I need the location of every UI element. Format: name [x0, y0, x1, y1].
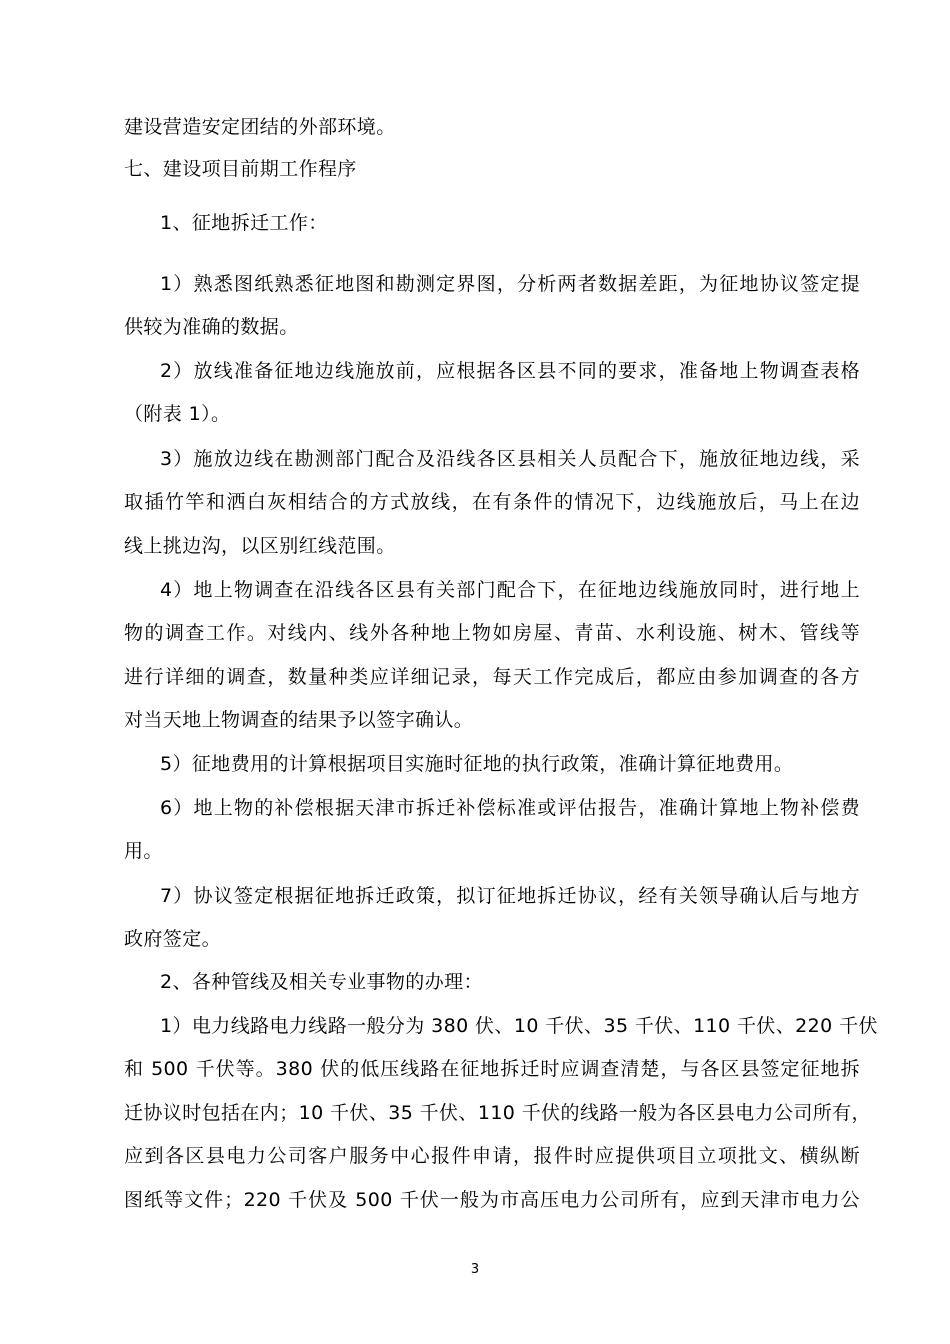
paragraph-line: 图纸等文件；220 千伏及 500 千伏一般为市高压电力公司所有，应到天津市电力公 — [124, 1189, 860, 1211]
paragraph-line: 政府签定。 — [124, 928, 222, 950]
paragraph-line: 3）施放边线在勘测部门配合及沿线各区县相关人员配合下，施放征地边线，采 — [160, 448, 860, 470]
paragraph-line: 进行详细的调查，数量种类应详细记录，每天工作完成后，都应由参加调查的各方 — [124, 666, 860, 688]
paragraph-line: 迁协议时包括在内；10 千伏、35 千伏、110 千伏的线路一般为各区县电力公司所有， — [124, 1102, 871, 1124]
paragraph-line: 物的调查工作。对线内、线外各种地上物如房屋、青苗、水利设施、树木、管线等 — [124, 622, 860, 644]
paragraph-line: 1）电力线路电力线路一般分为 380 伏、10 千伏、35 千伏、110 千伏、220 千伏 — [160, 1015, 878, 1037]
paragraph-line: （附表 1）。 — [124, 403, 231, 425]
page-number: 3 — [470, 1262, 480, 1277]
paragraph-line: 和 500 千伏等。380 伏的低压线路在征地拆迁时应调查清楚，与各区县签定征地拆 — [124, 1058, 860, 1080]
subsection-heading: 2、各种管线及相关专业事物的办理： — [160, 971, 483, 993]
paragraph-line: 对当天地上物调查的结果予以签字确认。 — [124, 709, 474, 731]
paragraph-line: 建设营造安定团结的外部环境。 — [124, 116, 396, 138]
paragraph-line: 6）地上物的补偿根据天津市拆迁补偿标准或评估报告，准确计算地上物补偿费 — [160, 797, 860, 819]
paragraph-line: 1）熟悉图纸熟悉征地图和勘测定界图，分析两者数据差距，为征地协议签定提 — [160, 273, 860, 295]
section-heading: 七、建设项目前期工作程序 — [124, 158, 357, 180]
paragraph-line: 4）地上物调查在沿线各区县有关部门配合下，在征地边线施放同时，进行地上 — [160, 579, 860, 601]
paragraph-line: 7）协议签定根据征地拆迁政策，拟订征地拆迁协议，经有关领导确认后与地方 — [160, 885, 860, 907]
paragraph-line: 线上挑边沟，以区别红线范围。 — [124, 535, 396, 557]
paragraph-line: 取插竹竿和洒白灰相结合的方式放线，在有条件的情况下，边线施放后，马上在边 — [124, 491, 860, 513]
subsection-heading: 1、征地拆迁工作： — [160, 212, 328, 234]
paragraph-line: 用。 — [124, 840, 163, 862]
paragraph-line: 5）征地费用的计算根据项目实施时征地的执行政策，准确计算征地费用。 — [160, 753, 794, 775]
paragraph-line: 2）放线准备征地边线施放前，应根据各区县不同的要求，准备地上物调查表格 — [160, 360, 860, 382]
paragraph-line: 应到各区县电力公司客户服务中心报件申请，报件时应提供项目立项批文、横纵断 — [124, 1145, 860, 1167]
paragraph-line: 供较为准确的数据。 — [124, 316, 299, 338]
